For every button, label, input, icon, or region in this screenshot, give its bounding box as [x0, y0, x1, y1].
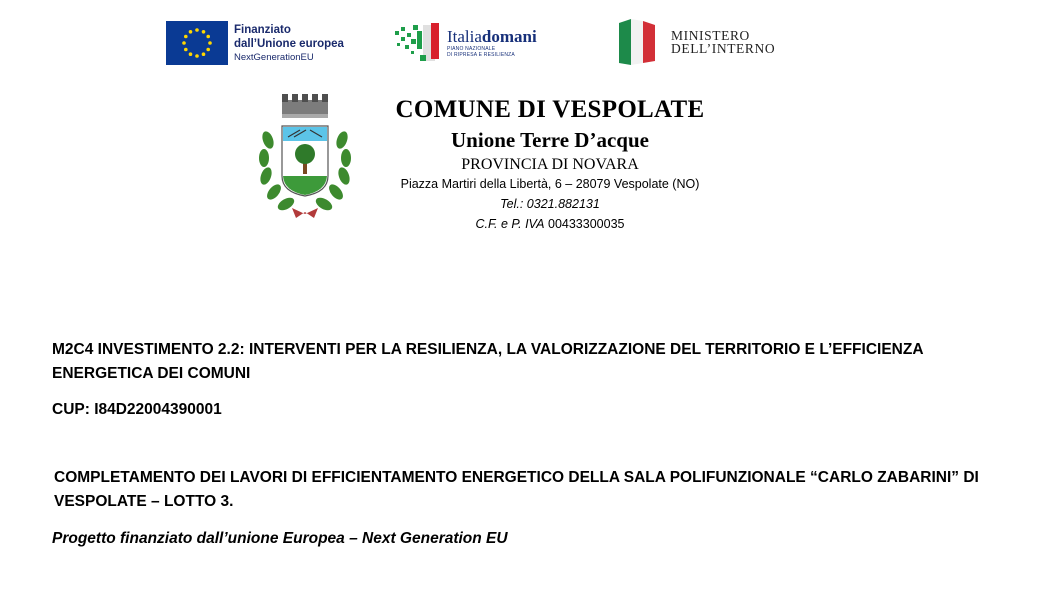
province-name: PROVINCIA DI NOVARA: [461, 156, 639, 173]
cup-code: CUP: I84D22004390001: [52, 401, 222, 418]
logo-bar: [0, 16, 1039, 72]
eu-funding-logo: [166, 20, 344, 66]
eu-flag-icon: [166, 21, 228, 65]
italia-domani-mark-icon: [393, 21, 447, 65]
italia-logo-sub1: PIANO NAZIONALE: [447, 46, 496, 52]
ministero-interno-logo: [617, 16, 775, 68]
ministero-logo-line1: MINISTERO: [671, 28, 750, 43]
eu-logo-line1: Finanziato: [234, 23, 291, 36]
eu-logo-line2: dall’Unione europea: [234, 37, 344, 50]
ministero-logo-line2: DELL’INTERNO: [671, 41, 776, 56]
italia-logo-sub2: DI RIPRESA E RESILIENZA: [447, 52, 515, 58]
italian-flag-icon: [617, 17, 657, 67]
eu-logo-line3: NextGenerationEU: [234, 51, 314, 63]
tax-id-line: [380, 217, 720, 231]
italia-domani-logo: [393, 18, 537, 68]
union-name: Unione Terre D’acque: [451, 128, 649, 152]
investment-heading: M2C4 INVESTIMENTO 2.2: INTERVENTI PER LA RESILIENZA, LA VALORIZZAZIONE DEL TERRITORIO E L’EFFICIENZA ENERGETICA DEI COMUNI: [52, 341, 923, 382]
municipal-coat-of-arms-icon: [258, 92, 354, 224]
page-title: COMUNE DI VESPOLATE: [395, 96, 705, 123]
funding-note: Progetto finanziato dall’unione Europea – Next Generation EU: [52, 530, 508, 547]
project-title: COMPLETAMENTO DEI LAVORI DI EFFICIENTAMENTO ENERGETICO DELLA SALA POLIFUNZIONALE “CARLO ZABARINI” DI VESPOLATE – LOTTO 3.: [54, 469, 979, 510]
tax-id-value: 00433300035: [544, 217, 625, 231]
address-line: Piazza Martiri della Libertà, 6 – 28079 Vespolate (NO): [400, 177, 700, 191]
tax-id-label: C.F. e P. IVA: [475, 217, 545, 231]
italia-logo-name-light: Italia: [447, 27, 482, 46]
telephone-line: Tel.: 0321.882131: [500, 197, 600, 211]
italia-logo-name-bold: domani: [481, 27, 537, 46]
